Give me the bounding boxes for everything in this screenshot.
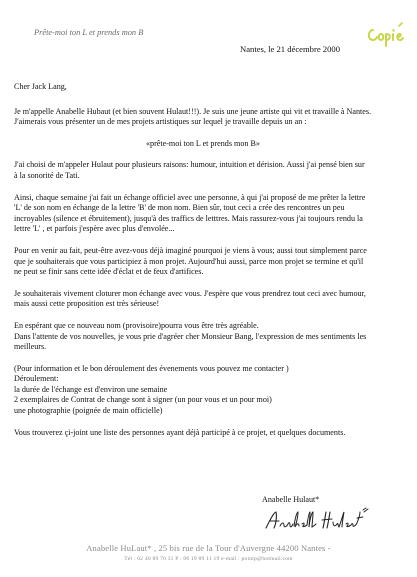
- paragraph-exchange: Ainsi, chaque semaine j'ai fait un échange officiel avec une personne, à qui j'ai proposé de me prêter la lettre 'L' de son nom en échange de la lettre 'B' de mon nom. Bien sûr, tout ceci a crée des rencontres un peu incroyables (silence et ébruitement), jusqu'à des traffics de letttres. Mais rassurez-vous j'ai toujours rendu la lettre 'L' , et parfois j'espère avec plus d'envolée...: [14, 192, 366, 234]
- paragraph-procedure: (Pour information et le bon déroulement des évenements vous pouvez me contacter ) Déroulement: la durée de l'échange est d'environ une semaine 2 exemplaires de Contrat de change sont à signer (un pour vous et un pour moi) une photographie (poignée de main officielle): [14, 363, 289, 416]
- signature-block: [262, 495, 402, 534]
- paragraph-closing: En espérant que ce nouveau nom (provisoire)pourra vous être très agréable. Dans l'attente de vos nouvelles, je vous prie d'agréer cher Monsieur Bang, l'expression de mes sentiments les meilleurs.: [14, 320, 367, 352]
- letter-body: [14, 82, 400, 449]
- paragraph-attachments: Vous trouverez çi-joint une liste des personnes ayant déjà participé à ce projet, et quelques documents.: [14, 427, 346, 437]
- paragraph-request: Je souhaiterais vivement cloturer mon échange avec vous. J'espère que vous prendrez tout ceci avec humour, mais aussi cette proposition est très sérieuse!: [14, 288, 366, 309]
- greeting: Cher Jack Lang,: [14, 82, 67, 91]
- place-date: Nantes, le 21 décembre 2000: [240, 44, 340, 54]
- project-title: «prête-moi ton L et prends mon B»: [146, 138, 260, 148]
- handwritten-signature-icon: [262, 506, 392, 534]
- footer-contact: Tél : 02 40 89 70 31 P : 06 19 89 11 19 e-mail : pointp@hotmail.com: [124, 556, 293, 562]
- copie-stamp-icon: [364, 20, 406, 48]
- paragraph-purpose: Pour en venir au fait, peut-être avez-vous déjà imaginé pourquoi je viens à vous; aussi tout simplement parce que je souhaiterais que vous participiez à mon projet. Aujourd'hui aussi, parce mon projet se termine et qu'il ne peut se finir sans cette idée d'éclat et de feux d'artifices.: [14, 245, 367, 277]
- paragraph-reasons: J'ai choisi de m'appeler Hulaut pour plusieurs raisons: humour, intuition et dérision. Aussi j'ai pensé bien sur à la sonorité de Tati.: [14, 160, 365, 180]
- signature-name: Anabelle Hulaut*: [262, 495, 320, 504]
- footer-address: Anabelle HuLaut* , 25 bis rue de la Tour d'Auvergne 44200 Nantes -: [86, 543, 331, 553]
- paragraph-intro: Je m'appelle Anabelle Hubaut (et bien souvent Hulaut!!!). Je suis une jeune artiste qui vit et travaille à Nantes. J'aimerais vous présenter un de mes projets artistiques sur lequel je travaille depuis un an :: [14, 106, 372, 127]
- project-subtitle: Prête-moi ton L et prends mon B: [34, 28, 144, 37]
